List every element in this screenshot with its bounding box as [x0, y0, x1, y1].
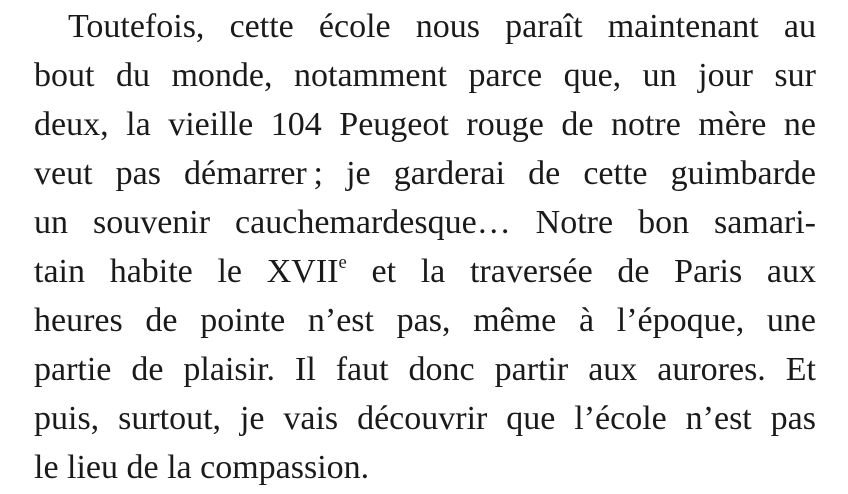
superscript-ordinal: e: [338, 251, 347, 273]
text-fragment: tain habite le XVII: [34, 253, 339, 290]
text-fragment: et la traversée de Paris aux: [346, 253, 816, 290]
text-line: un souvenir cauchemardesque… Notre bon samari-: [34, 204, 816, 241]
text-line: partie de plaisir. Il faut donc partir aux aurores. Et: [34, 351, 816, 388]
text-line: le lieu de la compassion.: [34, 449, 370, 486]
text-line: bout du monde, notamment parce que, un jour sur: [34, 57, 816, 94]
text-line: deux, la vieille 104 Peugeot rouge de notre mère ne: [34, 106, 816, 143]
text-line: veut pas démarrer ; je garderai de cette guimbarde: [34, 155, 816, 192]
text-line: Toutefois, cette école nous paraît maintenant au: [68, 8, 816, 45]
text-line: [34, 247, 816, 296]
text-line: heures de pointe n’est pas, même à l’époque, une: [34, 302, 816, 339]
body-paragraph: [34, 2, 816, 492]
text-line: puis, surtout, je vais découvrir que l’école n’est pas: [34, 400, 816, 437]
